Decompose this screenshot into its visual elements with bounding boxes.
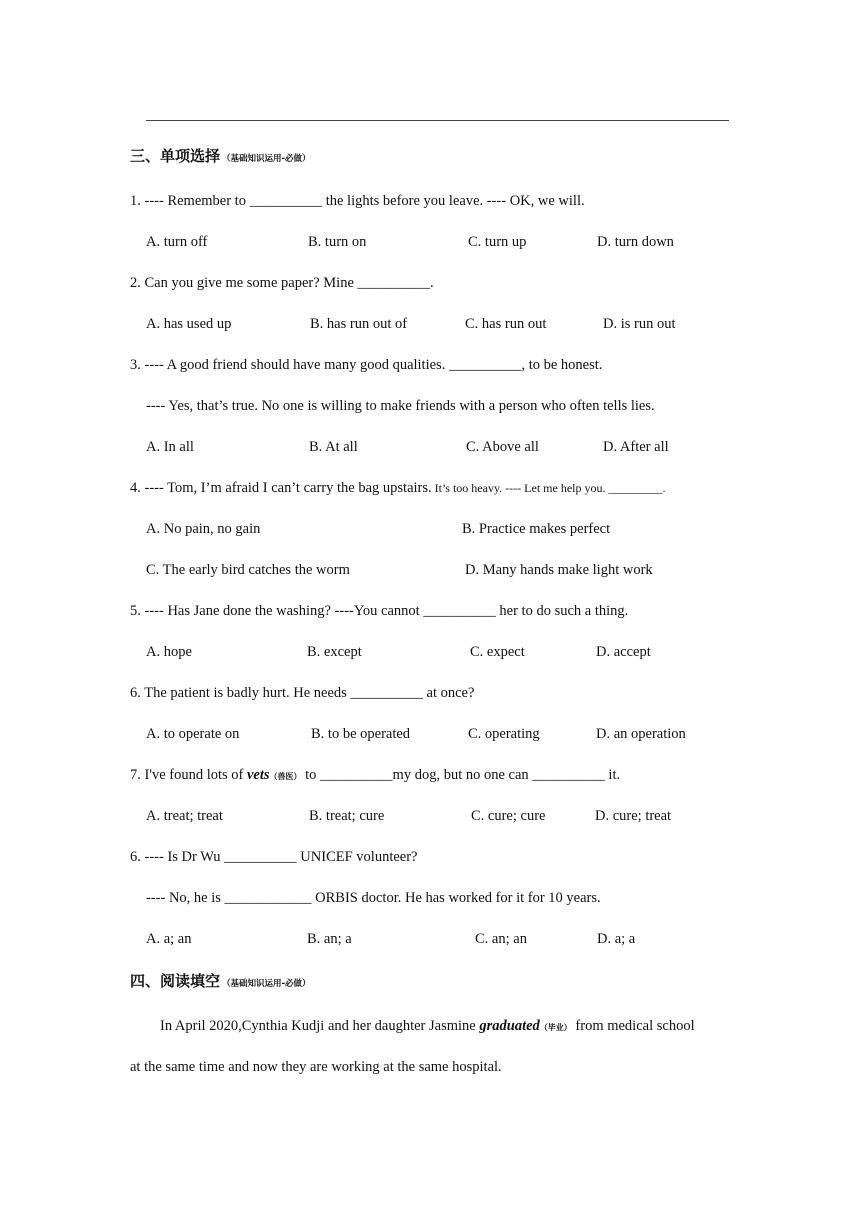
section-4-title: 四、阅读填空 xyxy=(130,972,221,990)
question-5-stem: 5. ---- Has Jane done the washing? ----You cannot __________ her to do such a thing. xyxy=(130,603,629,619)
question-5-option-a[interactable]: A. hope xyxy=(146,644,192,660)
passage-keyword: graduated xyxy=(479,1018,540,1034)
question-5-option-b[interactable]: B. except xyxy=(307,644,362,660)
question-2-option-c[interactable]: C. has run out xyxy=(465,316,547,332)
question-3-option-c[interactable]: C. Above all xyxy=(466,439,539,455)
passage-line-1-part-a: In April 2020,Cynthia Kudji and her daughter Jasmine xyxy=(160,1018,480,1034)
question-7-option-d[interactable]: D. cure; treat xyxy=(595,808,672,824)
question-8-stem-reply: ---- No, he is ____________ ORBIS doctor. He has worked for it for 10 years. xyxy=(146,890,601,906)
question-4-stem-part-a: 4. ---- Tom, I’m afraid I can’t carry the bag upstairs. xyxy=(130,480,432,496)
question-6-option-c[interactable]: C. operating xyxy=(468,726,540,742)
question-2-stem: 2. Can you give me some paper? Mine __________. xyxy=(130,275,434,291)
question-8-option-c[interactable]: C. an; an xyxy=(475,931,527,947)
passage-line-1 xyxy=(160,1017,695,1037)
question-8-option-d[interactable]: D. a; a xyxy=(597,931,636,947)
section-3-note: （基础知识运用-必做） xyxy=(222,154,311,164)
question-1-option-c[interactable]: C. turn up xyxy=(468,234,527,250)
passage-line-1-part-b: from medical school xyxy=(571,1018,695,1034)
question-1-stem: 1. ---- Remember to __________ the lights before you leave. ---- OK, we will. xyxy=(130,193,585,209)
question-6-stem: 6. The patient is badly hurt. He needs __________ at once? xyxy=(130,685,475,701)
section-3-heading xyxy=(130,147,311,168)
question-7-option-c[interactable]: C. cure; cure xyxy=(471,808,546,824)
question-1-option-b[interactable]: B. turn on xyxy=(308,234,367,250)
question-7-option-a[interactable]: A. treat; treat xyxy=(146,808,223,824)
question-4-stem-part-b: It’s too heavy. ---- Let me help you. _________. xyxy=(431,481,666,495)
question-2-option-d[interactable]: D. is run out xyxy=(603,316,676,332)
passage-gloss: （毕业） xyxy=(539,1023,572,1032)
question-7-gloss: （兽医） xyxy=(269,772,302,781)
section-4-note: （基础知识运用-必做） xyxy=(222,979,311,989)
header-rule xyxy=(146,120,729,121)
question-6-option-d[interactable]: D. an operation xyxy=(596,726,686,742)
question-8-stem: 6. ---- Is Dr Wu __________ UNICEF volunteer? xyxy=(130,849,418,865)
question-7-option-b[interactable]: B. treat; cure xyxy=(309,808,385,824)
question-3-stem: 3. ---- A good friend should have many good qualities. __________, to be honest. xyxy=(130,357,603,373)
question-2-option-b[interactable]: B. has run out of xyxy=(310,316,408,332)
question-2-option-a[interactable]: A. has used up xyxy=(146,316,232,332)
question-3-option-b[interactable]: B. At all xyxy=(309,439,358,455)
question-8-option-b[interactable]: B. an; a xyxy=(307,931,352,947)
question-6-option-b[interactable]: B. to be operated xyxy=(311,726,411,742)
question-7-stem-part-a: 7. I've found lots of xyxy=(130,767,247,783)
question-4-stem xyxy=(130,479,665,497)
question-5-option-d[interactable]: D. accept xyxy=(596,644,651,660)
question-3-stem-reply: ---- Yes, that’s true. No one is willing to make friends with a person who often tells lies. xyxy=(146,398,655,414)
question-7-stem-part-b: to __________my dog, but no one can __________ it. xyxy=(301,767,621,783)
question-4-option-b[interactable]: B. Practice makes perfect xyxy=(462,521,611,537)
question-8-option-a[interactable]: A. a; an xyxy=(146,931,192,947)
question-7-keyword: vets xyxy=(246,767,270,783)
question-1-option-a[interactable]: A. turn off xyxy=(146,234,208,250)
question-6-option-a[interactable]: A. to operate on xyxy=(146,726,240,742)
question-4-option-d[interactable]: D. Many hands make light work xyxy=(465,562,653,578)
question-4-option-c[interactable]: C. The early bird catches the worm xyxy=(146,562,350,578)
question-7-stem xyxy=(130,766,620,786)
question-3-option-a[interactable]: A. In all xyxy=(146,439,194,455)
question-5-option-c[interactable]: C. expect xyxy=(470,644,525,660)
section-3-title: 三、单项选择 xyxy=(130,147,221,165)
question-4-option-a[interactable]: A. No pain, no gain xyxy=(146,521,261,537)
question-3-option-d[interactable]: D. After all xyxy=(603,439,669,455)
question-1-option-d[interactable]: D. turn down xyxy=(597,234,674,250)
section-4-heading xyxy=(130,972,311,993)
passage-line-2: at the same time and now they are working at the same hospital. xyxy=(130,1059,502,1075)
